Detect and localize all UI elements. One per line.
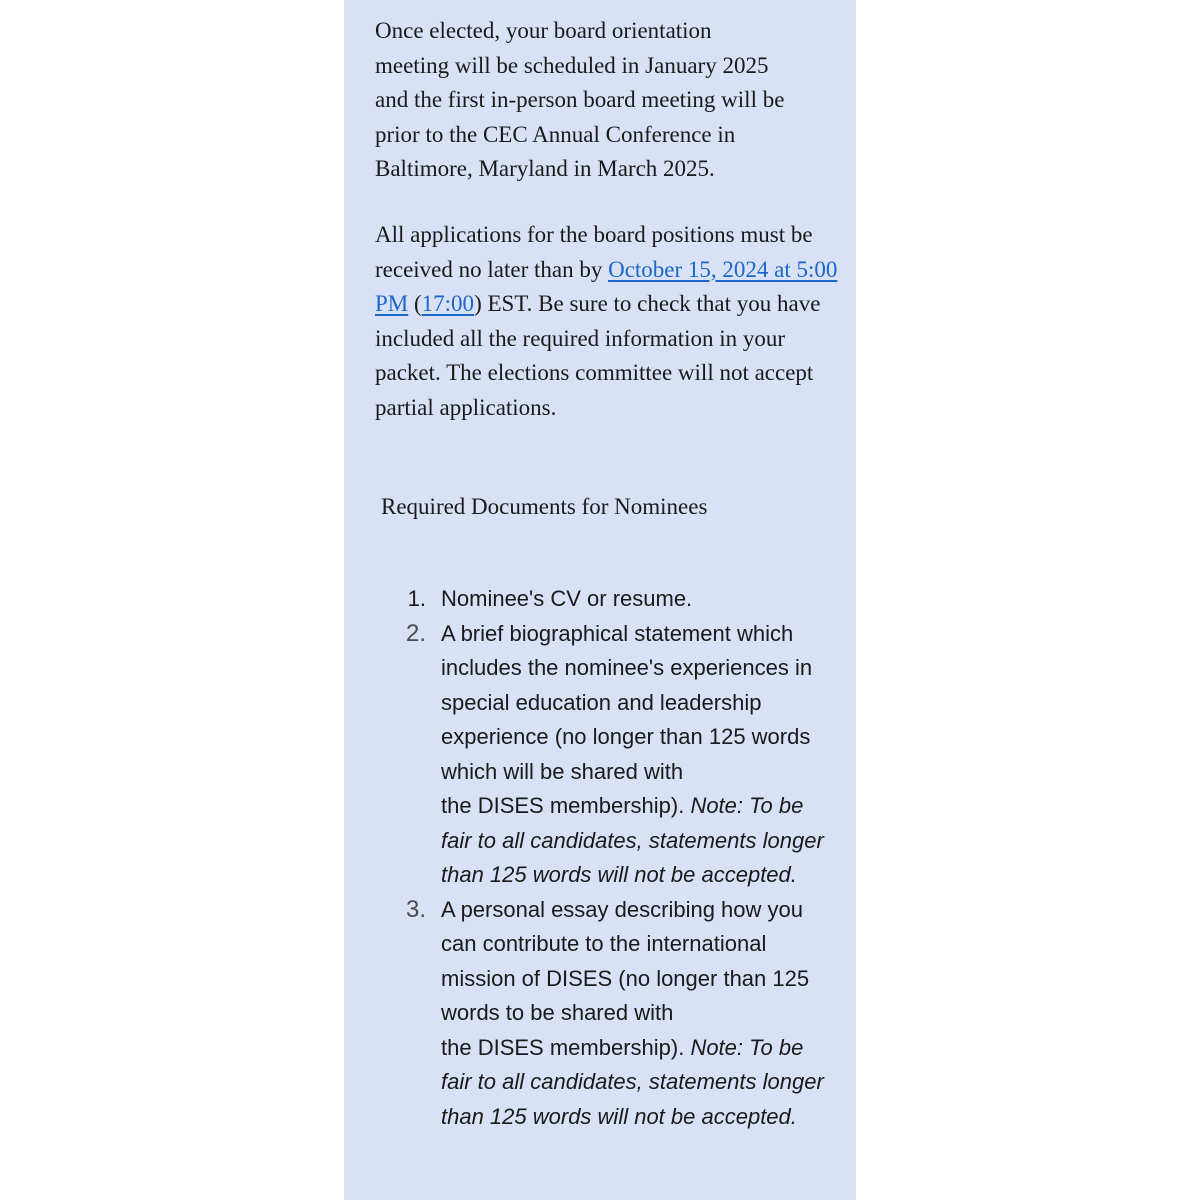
list-item-text: Nominee's CV or resume. — [441, 586, 693, 611]
deadline-date-link[interactable]: October 15, 2024 at 5:00 PM — [375, 256, 838, 316]
orientation-paragraph — [375, 14, 845, 187]
list-item — [344, 893, 836, 1135]
required-documents-heading: Required Documents for Nominees — [381, 494, 708, 519]
deadline-time-link[interactable]: 17:00 — [421, 291, 475, 316]
deadline-paragraph — [375, 218, 845, 425]
deadline-text-after: ) EST. Be sure to check that you have included all the required information in your — [375, 291, 821, 351]
orientation-line: and the first in-person board meeting will be — [375, 87, 785, 112]
list-item-continuation: the DISES membership). — [441, 793, 685, 818]
orientation-line: meeting will be scheduled in January 2025 — [375, 52, 769, 78]
paren-open: ( — [408, 291, 422, 316]
list-item-number: 1. — [407, 586, 426, 611]
deadline-text-end: packet. The elections committee will not accept partial applications. — [375, 360, 814, 420]
list-item-number: 2. — [405, 619, 426, 647]
list-item-text: A personal essay describing how you can contribute to the international mission of DISES (no longer than 125 words to be shared with — [441, 896, 810, 1025]
list-item-number: 3. — [405, 895, 426, 923]
list-item-continuation: the DISES membership). — [441, 1034, 685, 1060]
orientation-line: Baltimore, Maryland in March 2025. — [375, 156, 715, 181]
list-item — [344, 582, 836, 617]
list-item-note: Note: To be fair to all candidates, statements longer than 125 words will not be accepted. — [441, 1034, 824, 1129]
list-item — [344, 617, 836, 893]
required-documents-list — [344, 582, 856, 1134]
orientation-line: Once elected, your board orientation — [375, 18, 712, 43]
email-body-panel — [344, 0, 856, 1200]
deadline-text: All applications for the board positions must be received no later than by — [375, 222, 813, 282]
orientation-line: prior to the CEC Annual Conference in — [375, 121, 736, 147]
list-item-text: A brief biographical statement which includes the nominee's experiences in special education and leadership experience (no longer than 125 words which will be shared with — [441, 620, 813, 784]
list-item-note: Note: To be fair to all candidates, statements longer than 125 words will not be accepted. — [441, 793, 824, 887]
